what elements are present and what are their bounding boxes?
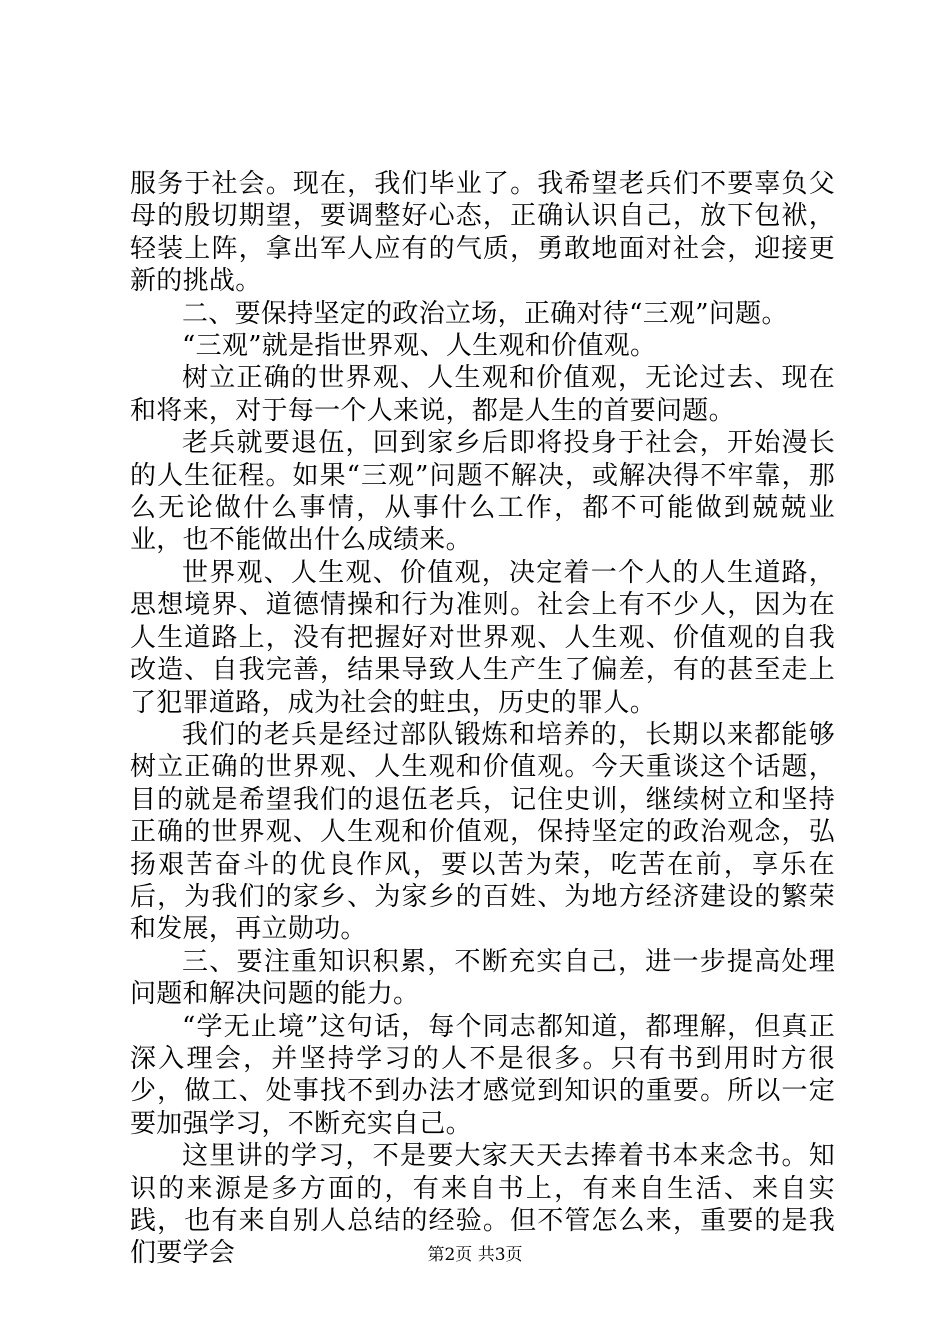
paragraph-6: 世界观、人生观、价值观，决定着一个人的人生道路，思想境界、道德情操和行为准则。社会上有不少人，因为在人生道路上，没有把握好对世界观、人生观、价值观的自我改造、自我完善，结果导致人生产生了偏差，有的甚至走上了犯罪道路，成为社会的蛀虫，历史的罪人。 bbox=[130, 557, 835, 718]
section-heading-3: 三、要注重知识积累，不断充实自己，进一步提高处理问题和解决问题的能力。 bbox=[130, 946, 835, 1010]
paragraph-4: 树立正确的世界观、人生观和价值观，无论过去、现在和将来，对于每一个人来说，都是人生的首要问题。 bbox=[130, 363, 835, 426]
paragraph-3: “三观”就是指世界观、人生观和价值观。 bbox=[182, 331, 657, 362]
paragraph-9: “学无止境”这句话，每个同志都知道，都理解，但真正深入理会，并坚持学习的人不是很多。只有书到用时方很少，做工、处事找不到办法才感觉到知识的重要。所以一定要加强学习，不断充实自己。 bbox=[130, 1011, 835, 1139]
page-footer: 第2页 共3页 bbox=[427, 1245, 523, 1265]
section-heading-2: 二、要保持坚定的政治立场，正确对待“三观”问题。 bbox=[182, 298, 788, 329]
document-body bbox=[130, 168, 835, 1270]
paragraph-10: 这里讲的学习，不是要大家天天去捧着书本来念书。知识的来源是多方面的，有来自书上，有来自生活、来自实践，也有来自别人总结的经验。但不管怎么来，重要的是我们要学会 bbox=[130, 1141, 835, 1269]
paragraph-5: 老兵就要退伍，回到家乡后即将投身于社会，开始漫长的人生征程。如果“三观”问题不解决，或解决得不牢靠，那么无论做什么事情，从事什么工作，都不可能做到兢兢业业，也不能做出什么成绩来。 bbox=[130, 428, 835, 556]
paragraph-7: 我们的老兵是经过部队锻炼和培养的，长期以来都能够树立正确的世界观、人生观和价值观。今天重谈这个话题，目的就是希望我们的退伍老兵，记住史训，继续树立和坚持正确的世界观、人生观和价值观，保持坚定的政治观念，弘扬艰苦奋斗的优良作风，要以苦为荣，吃苦在前，享乐在后，为我们的家乡、为家乡的百姓、为地方经济建设的繁荣和发展，再立勋功。 bbox=[130, 719, 835, 945]
paragraph-1: 服务于社会。现在，我们毕业了。我希望老兵们不要辜负父母的殷切期望，要调整好心态，正确认识自己，放下包袱，轻装上阵，拿出军人应有的气质，勇敢地面对社会，迎接更新的挑战。 bbox=[130, 169, 835, 297]
